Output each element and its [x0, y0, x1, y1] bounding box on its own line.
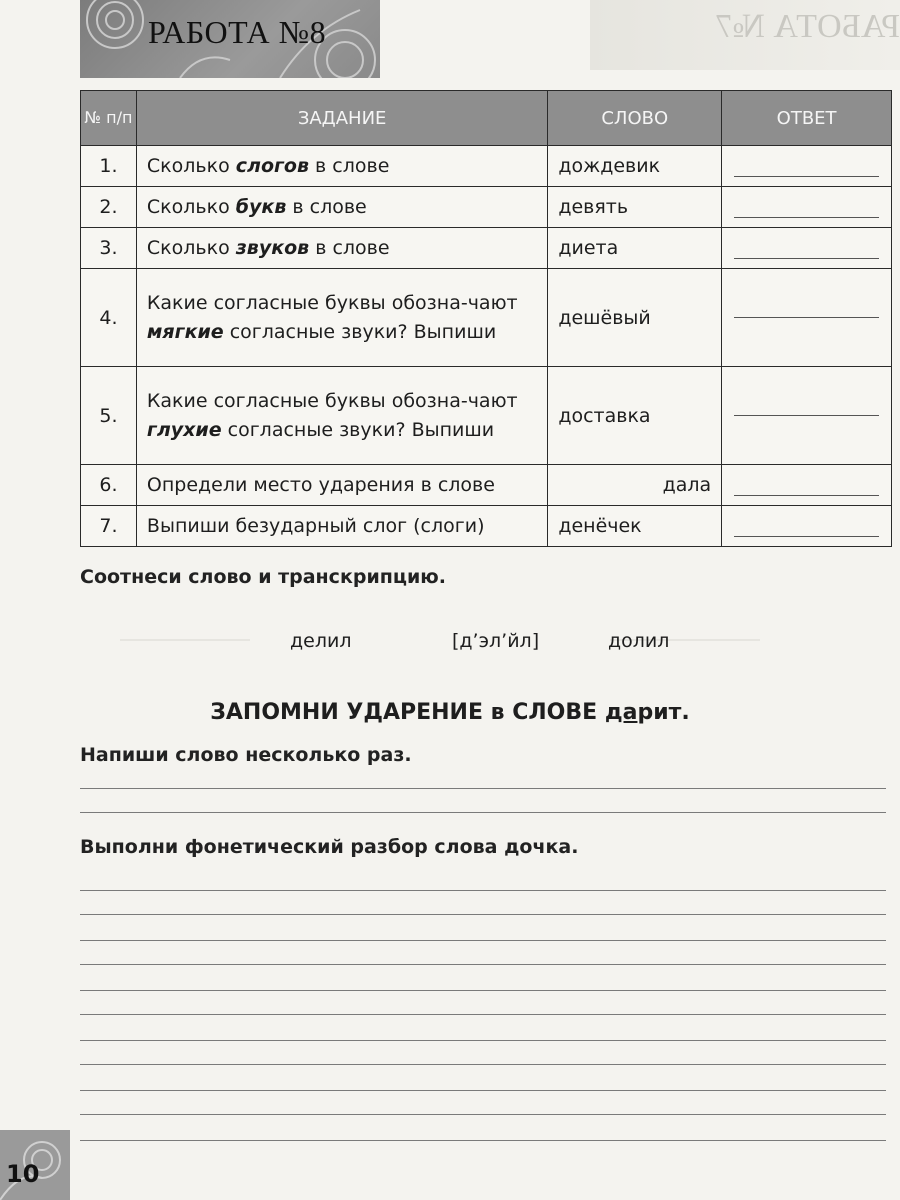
task-text: Какие согласные буквы обозна-чают глухие согласные звуки? Выпиши	[136, 367, 547, 465]
stress-heading: ЗАПОМНИ УДАРЕНИЕ в СЛОВЕ дарит.	[210, 700, 690, 725]
task-word: доставка	[548, 367, 722, 465]
table-row: 4. Какие согласные буквы обозна-чают мягкие согласные звуки? Выпиши дешёвый	[81, 269, 892, 367]
stressed-syllable: да	[604, 700, 638, 725]
table-row: 5. Какие согласные буквы обозна-чают глухие согласные звуки? Выпиши доставка	[81, 367, 892, 465]
writing-line[interactable]	[80, 1064, 886, 1065]
page-title: РАБОТА №8	[148, 14, 327, 50]
writing-line[interactable]	[80, 890, 886, 891]
task-text: Выпиши безударный слог (слоги)	[136, 506, 547, 547]
answer-field[interactable]	[722, 146, 892, 187]
task-table	[80, 90, 892, 547]
phonetic-heading: Выполни фонетический разбор слова дочка.	[80, 836, 579, 858]
table-row: 7. Выпиши безударный слог (слоги) денёчек	[81, 506, 892, 547]
writing-line[interactable]	[80, 990, 886, 991]
writing-line[interactable]	[80, 788, 886, 789]
column-header-word: СЛОВО	[548, 91, 722, 146]
writing-line[interactable]	[80, 914, 886, 915]
column-header-answer: ОТВЕТ	[722, 91, 892, 146]
answer-field[interactable]	[722, 465, 892, 506]
answer-field[interactable]	[722, 269, 892, 367]
task-text: Сколько звуков в слове	[136, 228, 547, 269]
answer-field[interactable]	[722, 228, 892, 269]
task-word: диета	[548, 228, 722, 269]
page-number: 10	[6, 1160, 40, 1188]
match-heading: Соотнеси слово и транскрипцию.	[80, 566, 446, 588]
answer-field[interactable]	[722, 367, 892, 465]
answer-field[interactable]	[722, 187, 892, 228]
writing-line[interactable]	[80, 1090, 886, 1091]
writing-line[interactable]	[80, 964, 886, 965]
writing-line[interactable]	[80, 812, 886, 813]
writing-line[interactable]	[80, 1114, 886, 1115]
table-row: 1. Сколько слогов в слове дождевик	[81, 146, 892, 187]
task-word: денёчек	[548, 506, 722, 547]
writing-line[interactable]	[80, 1140, 886, 1141]
header-banner	[80, 0, 380, 78]
task-word: дешёвый	[548, 269, 722, 367]
task-text: Сколько слогов в слове	[136, 146, 547, 187]
column-header-number: № п/п	[81, 91, 137, 146]
column-header-task: ЗАДАНИЕ	[136, 91, 547, 146]
writing-line[interactable]	[80, 940, 886, 941]
show-through-header: РАБОТА №7	[590, 0, 900, 70]
table-row: 2. Сколько букв в слове девять	[81, 187, 892, 228]
task-word: дождевик	[548, 146, 722, 187]
task-text: Определи место ударения в слове	[136, 465, 547, 506]
table-row: 6. Определи место ударения в слове дала	[81, 465, 892, 506]
match-transcription: [д’эл’йл]	[452, 630, 540, 652]
task-word: девять	[548, 187, 722, 228]
answer-field[interactable]	[722, 506, 892, 547]
writing-line[interactable]	[80, 1040, 886, 1041]
writing-line[interactable]	[80, 1014, 886, 1015]
task-text: Сколько букв в слове	[136, 187, 547, 228]
match-word-1: делил	[290, 630, 352, 652]
write-heading: Напиши слово несколько раз.	[80, 744, 412, 766]
match-word-2: долил	[608, 630, 670, 652]
table-row: 3. Сколько звуков в слове диета	[81, 228, 892, 269]
task-text: Какие согласные буквы обозна-чают мягкие согласные звуки? Выпиши	[136, 269, 547, 367]
task-word: дала	[548, 465, 722, 506]
